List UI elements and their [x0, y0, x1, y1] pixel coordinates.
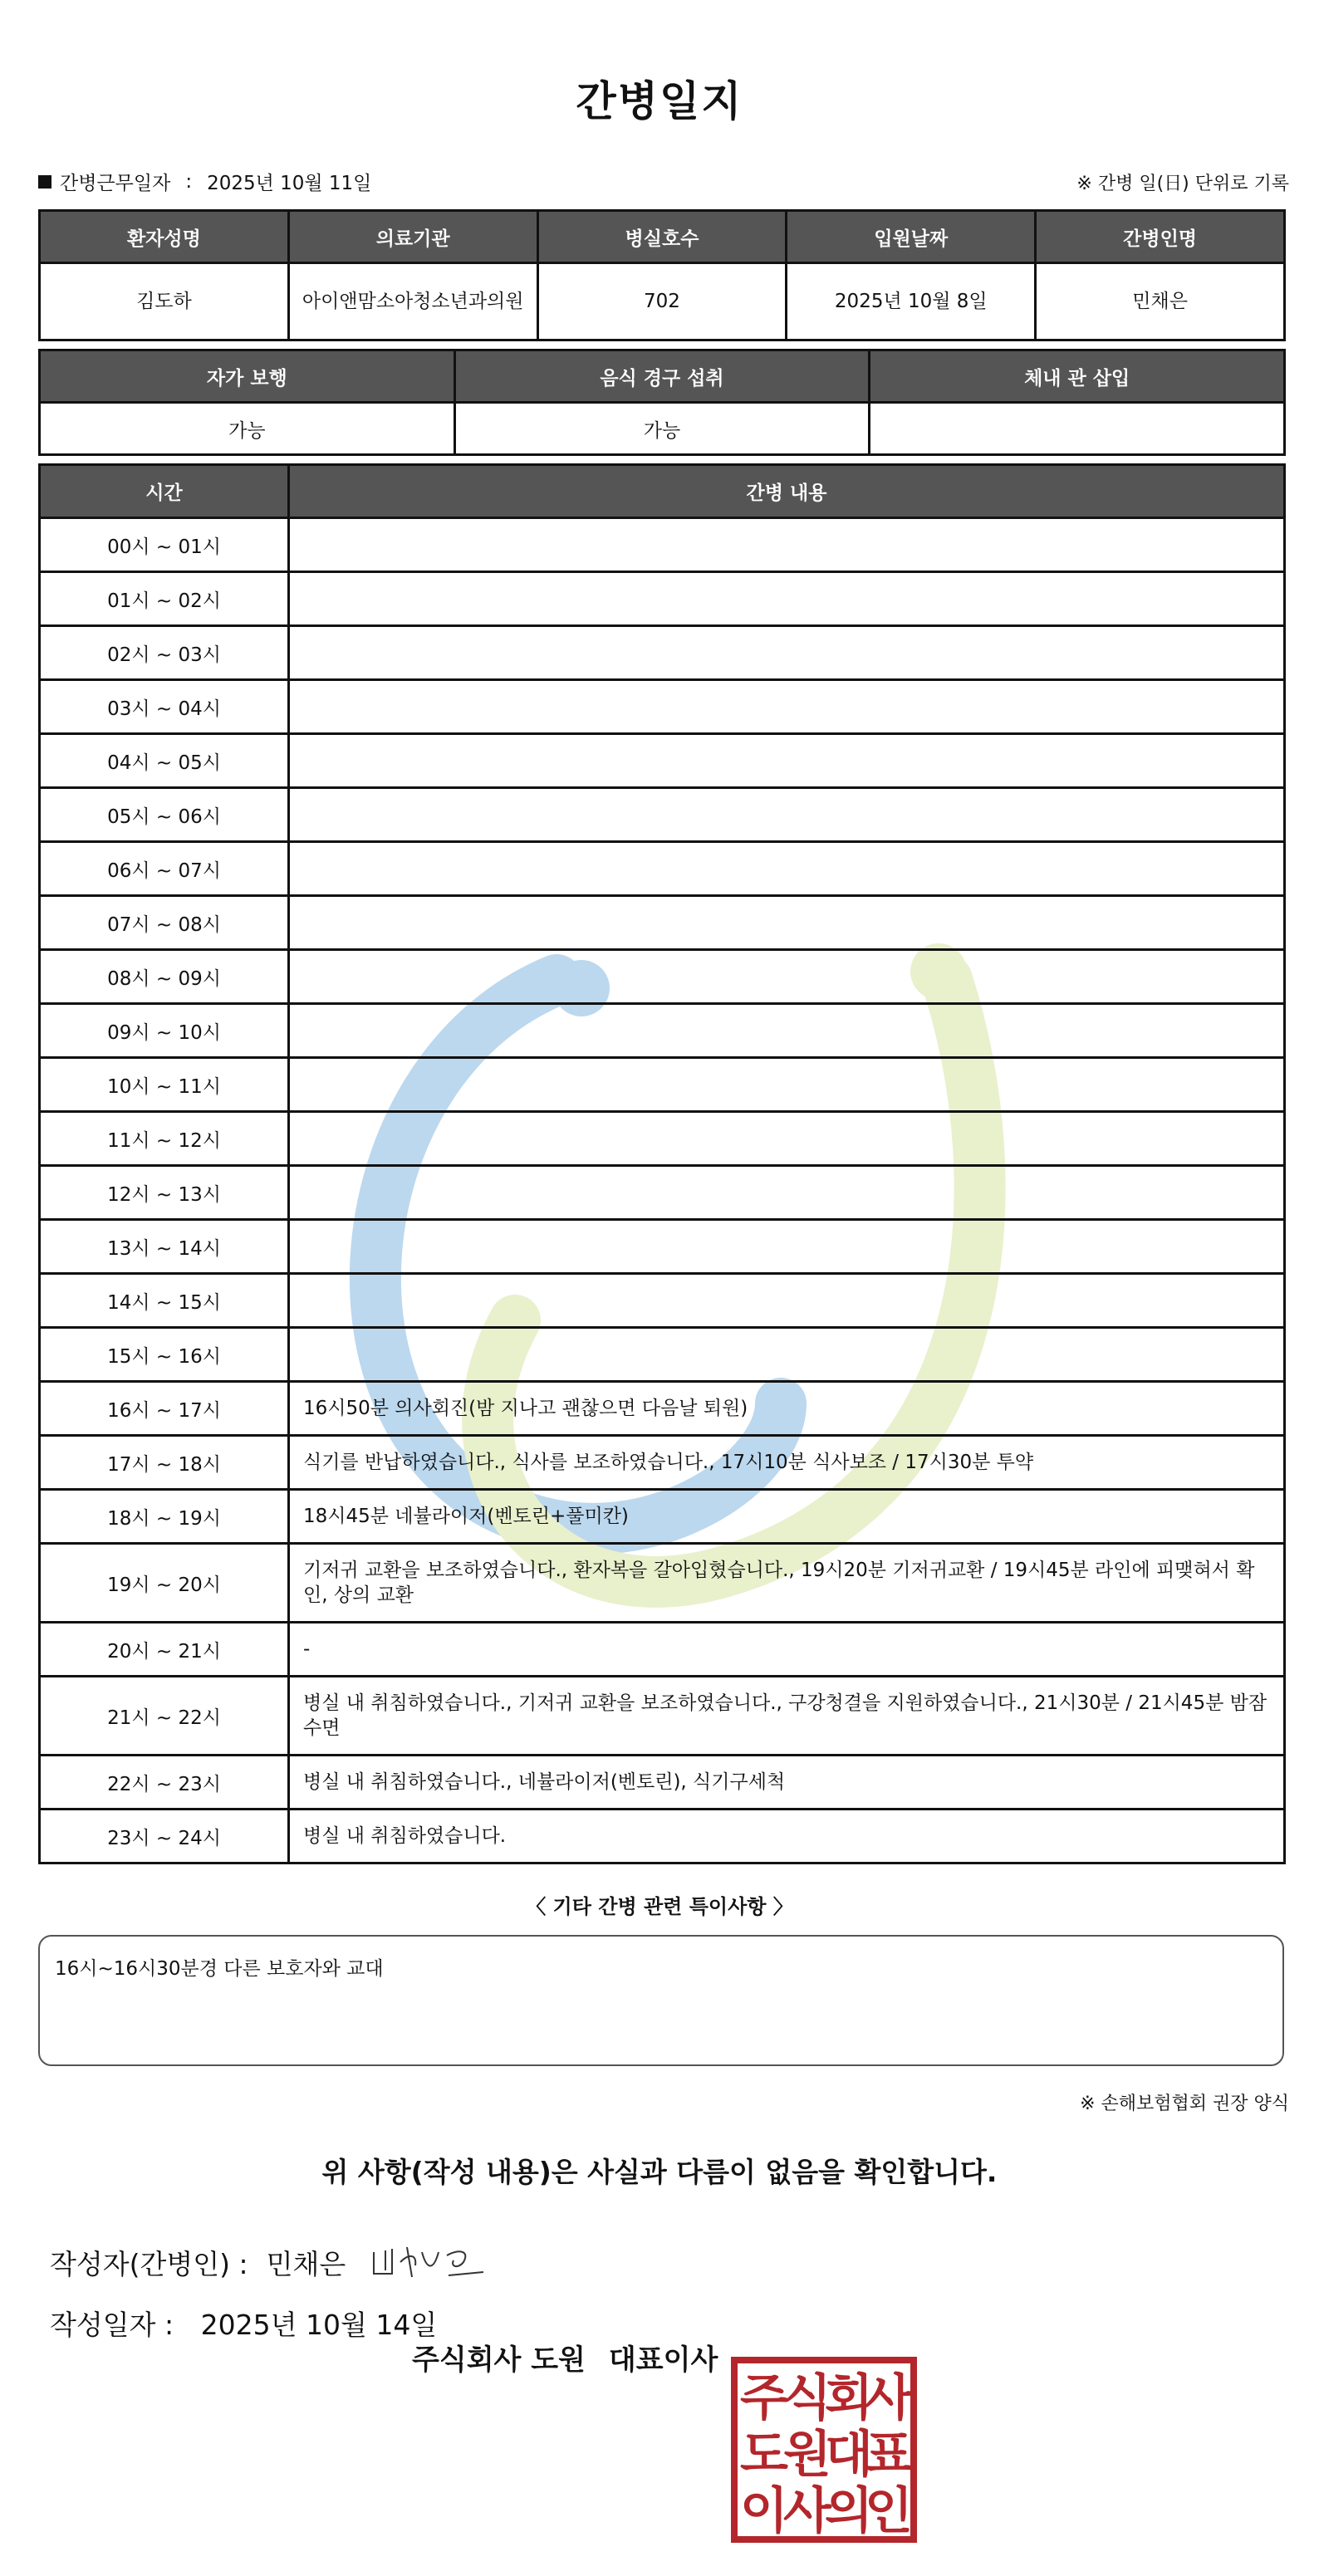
- company-title: 대표이사: [608, 2343, 718, 2377]
- svg-text:대: 대: [825, 2426, 873, 2484]
- table-row: [40, 1058, 1285, 1112]
- content-cell: 16시50분 의사회진(밤 지나고 괜찮으면 다음날 퇴원): [289, 1382, 1285, 1436]
- table-row: [40, 896, 1285, 950]
- notes-content: 16시~16시30분경 다른 보호자와 교대: [55, 1958, 384, 1980]
- writer-line: [50, 2237, 492, 2287]
- content-cell: 병실 내 취침하였습니다., 네뷸라이저(벤토린), 식기구세척: [289, 1756, 1285, 1810]
- time-cell: 12시 ~ 13시: [40, 1166, 289, 1220]
- content-cell: -: [289, 1623, 1285, 1677]
- square-bullet-icon: [38, 175, 51, 189]
- svg-text:인: 인: [865, 2482, 913, 2540]
- admission-date: 2025년 10월 8일: [787, 263, 1036, 340]
- company-signature: [412, 2337, 718, 2378]
- patient-info-table: [38, 209, 1286, 341]
- patient-name: 김도하: [40, 263, 289, 340]
- time-cell: 13시 ~ 14시: [40, 1220, 289, 1274]
- time-cell: 23시 ~ 24시: [40, 1810, 289, 1863]
- self-walking-value: 가능: [40, 403, 455, 455]
- content-cell: [289, 1166, 1285, 1220]
- header-self-walking: 자가 보행: [40, 350, 455, 403]
- caregiver-name: 민채은: [1036, 263, 1285, 340]
- table-row: [40, 1490, 1285, 1544]
- table-row: [40, 950, 1285, 1004]
- table-row: [40, 1436, 1285, 1490]
- content-cell: [289, 842, 1285, 896]
- content-cell: 기저귀 교환을 보조하였습니다., 환자복을 갈아입혔습니다., 19시20분 기저귀교환 / 19시45분 라인에 피맺혀서 확인, 상의 교환: [289, 1544, 1285, 1623]
- table-row: [40, 1328, 1285, 1382]
- time-cell: 22시 ~ 23시: [40, 1756, 289, 1810]
- table-row: [40, 1166, 1285, 1220]
- room-number: 702: [537, 263, 787, 340]
- confirmation-statement: 위 사항(작성 내용)은 사실과 다름이 없음을 확인합니다.: [321, 2156, 998, 2188]
- content-cell: [289, 626, 1285, 680]
- signature-icon: [367, 2237, 492, 2287]
- content-cell: [289, 1274, 1285, 1328]
- header-oral-intake: 음식 경구 섭취: [454, 350, 870, 403]
- content-cell: 병실 내 취침하였습니다.: [289, 1810, 1285, 1863]
- table-row: [40, 1677, 1285, 1756]
- table-row: [40, 1004, 1285, 1058]
- header-patient-name: 환자성명: [40, 211, 289, 263]
- svg-text:의: 의: [825, 2482, 873, 2540]
- header-caregiver: 간병인명: [1036, 211, 1285, 263]
- table-row: [40, 842, 1285, 896]
- hourly-log-table: [38, 463, 1286, 1864]
- patient-status-table: [38, 349, 1286, 456]
- svg-text:사: 사: [783, 2482, 831, 2540]
- table-row: [40, 788, 1285, 842]
- header-care-content: 간병 내용: [289, 465, 1285, 518]
- page-title: 간병일지: [576, 77, 743, 125]
- work-date-label: 간병근무일자: [60, 173, 171, 194]
- writer-label: 작성자(간병인) :: [50, 2247, 248, 2280]
- table-row: [40, 1544, 1285, 1623]
- svg-text:원: 원: [783, 2426, 831, 2484]
- work-date: [38, 168, 371, 195]
- company-name: 주식회사 도원: [412, 2343, 586, 2377]
- content-cell: [289, 1112, 1285, 1166]
- hospital-name: 아이앤맘소아청소년과의원: [288, 263, 537, 340]
- time-cell: 02시 ~ 03시: [40, 626, 289, 680]
- content-cell: [289, 1058, 1285, 1112]
- time-cell: 19시 ~ 20시: [40, 1544, 289, 1623]
- company-seal-icon: [731, 2357, 917, 2543]
- work-date-value: 2025년 10월 11일: [207, 173, 372, 194]
- svg-text:사: 사: [865, 2369, 913, 2427]
- writer-name: 민채은: [266, 2247, 346, 2280]
- content-cell: [289, 1220, 1285, 1274]
- content-cell: [289, 518, 1285, 572]
- time-cell: 07시 ~ 08시: [40, 896, 289, 950]
- header-hospital: 의료기관: [288, 211, 537, 263]
- table-row: [40, 1756, 1285, 1810]
- time-cell: 14시 ~ 15시: [40, 1274, 289, 1328]
- table-row: [40, 572, 1285, 626]
- table-row: [40, 1274, 1285, 1328]
- table-row: [40, 1382, 1285, 1436]
- time-cell: 05시 ~ 06시: [40, 788, 289, 842]
- time-cell: 01시 ~ 02시: [40, 572, 289, 626]
- recommend-note: ※ 손해보험협회 권장 양식: [1080, 2094, 1289, 2114]
- time-cell: 08시 ~ 09시: [40, 950, 289, 1004]
- content-cell: [289, 1328, 1285, 1382]
- write-date-line: [50, 2304, 437, 2343]
- time-cell: 00시 ~ 01시: [40, 518, 289, 572]
- notes-box: [38, 1935, 1284, 2066]
- write-date-value: 2025년 10월 14일: [200, 2309, 438, 2341]
- svg-text:회: 회: [825, 2369, 873, 2427]
- header-time: 시간: [40, 465, 289, 518]
- header-tube-insertion: 체내 관 삽입: [870, 350, 1285, 403]
- content-cell: [289, 572, 1285, 626]
- tube-insertion-value: [870, 403, 1285, 455]
- table-row: [40, 626, 1285, 680]
- time-cell: 04시 ~ 05시: [40, 734, 289, 788]
- unit-note: ※ 간병 일(日) 단위로 기록: [1076, 174, 1289, 194]
- content-cell: 식기를 반납하였습니다., 식사를 보조하였습니다., 17시10분 식사보조 / 17시30분 투약: [289, 1436, 1285, 1490]
- content-cell: [289, 896, 1285, 950]
- content-cell: [289, 734, 1285, 788]
- time-cell: 11시 ~ 12시: [40, 1112, 289, 1166]
- content-cell: [289, 950, 1285, 1004]
- header-admission-date: 입원날짜: [787, 211, 1036, 263]
- time-cell: 06시 ~ 07시: [40, 842, 289, 896]
- table-row: [40, 734, 1285, 788]
- work-date-separator: :: [185, 170, 193, 193]
- svg-text:주: 주: [740, 2369, 788, 2427]
- time-cell: 10시 ~ 11시: [40, 1058, 289, 1112]
- content-cell: [289, 680, 1285, 734]
- time-cell: 18시 ~ 19시: [40, 1490, 289, 1544]
- content-cell: 병실 내 취침하였습니다., 기저귀 교환을 보조하였습니다., 구강청결을 지원하였습니다., 21시30분 / 21시45분 밤잠 수면: [289, 1677, 1285, 1756]
- time-cell: 20시 ~ 21시: [40, 1623, 289, 1677]
- content-cell: [289, 1004, 1285, 1058]
- table-row: [40, 1810, 1285, 1863]
- svg-text:식: 식: [783, 2369, 831, 2427]
- table-row: [40, 1623, 1285, 1677]
- svg-text:도: 도: [740, 2426, 788, 2484]
- table-row: [40, 680, 1285, 734]
- time-cell: 15시 ~ 16시: [40, 1328, 289, 1382]
- notes-title: 〈 기타 간병 관련 특이사항 〉: [526, 1895, 793, 1918]
- table-row: [40, 1112, 1285, 1166]
- oral-intake-value: 가능: [454, 403, 870, 455]
- svg-text:표: 표: [865, 2426, 913, 2484]
- table-row: [40, 518, 1285, 572]
- header-room: 병실호수: [537, 211, 787, 263]
- time-cell: 16시 ~ 17시: [40, 1382, 289, 1436]
- time-cell: 17시 ~ 18시: [40, 1436, 289, 1490]
- svg-text:이: 이: [740, 2482, 788, 2540]
- time-cell: 03시 ~ 04시: [40, 680, 289, 734]
- content-cell: [289, 788, 1285, 842]
- time-cell: 21시 ~ 22시: [40, 1677, 289, 1756]
- time-cell: 09시 ~ 10시: [40, 1004, 289, 1058]
- table-row: [40, 1220, 1285, 1274]
- content-cell: 18시45분 네뷸라이저(벤토린+풀미칸): [289, 1490, 1285, 1544]
- write-date-label: 작성일자 :: [50, 2309, 174, 2341]
